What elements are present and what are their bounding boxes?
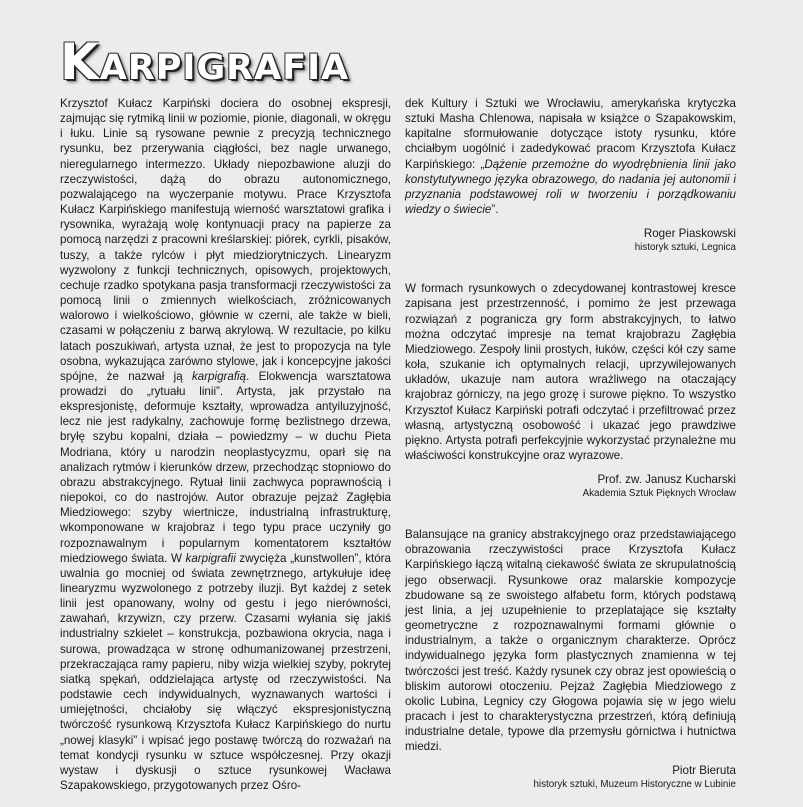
italic-term: karpigrafią bbox=[191, 369, 247, 383]
text-run: ”. bbox=[491, 203, 499, 217]
italic-term: karpigrafii bbox=[185, 551, 236, 565]
italic-quote: Dążenie przemożne do wyodrębnienia linii jako konstytutywnego języka obrazowego, do nadania jej autonomii i przyznania podstawowej roli w tworzeniu i porządkowaniu wiedzy o świecie bbox=[405, 157, 736, 217]
author-role: historyk sztuki, Muzeum Historyczne w Lubinie bbox=[533, 779, 736, 791]
author-role: historyk sztuki, Legnica bbox=[634, 242, 736, 254]
essay-paragraph bbox=[60, 96, 391, 793]
author-role: Akademia Sztuk Pięknych Wrocław bbox=[582, 488, 736, 500]
review-paragraph: W formach rysunkowych o zdecydowanej kontrastowej kresce zapisana jest przestrzenność, i pomimo że jest przewaga rozwiązań z pogranicza gry form abstrakcyjnych, to łatwo można odczytać impresje na temat krajobrazu Zagłębia Miedziowego. Zespoły linii prostych, łuków, części kół czy same koła, szukanie ich optymalnych relacji, uprzywilejowanych układów, ukazuje nam autora wrażliwego na otaczający krajobraz górniczy, na jego grozę i surowe piękno. To wszystko Krzysztof Kułacz Karpiński potrafi odczytać i przefiltrować przez własną, artystyczną osobowość i ukazać jego prawdziwe piękno. Artysta potrafi perfekcyjnie wykorzystać przynależne mu właściwości konstrukcyjne oraz wyrazowe. bbox=[405, 282, 736, 462]
signature-block bbox=[405, 763, 736, 792]
signature-block bbox=[405, 472, 736, 501]
signature-block bbox=[405, 226, 736, 255]
review-paragraph: Balansujące na granicy abstrakcyjnego oraz przedstawiającego obrazowania rzeczywistości prace Krzysztofa Kułacz Karpińskiego łączą witalną ciekawość świata ze skrupulatnością jego obserwacji. Rysunkowe oraz malarskie kompozycje zbudowane są ze swoistego alfabetu form, których podstawą jest linia, a jej uzupełnienie to przeplatające się kształty geometryczne z rozpoznawalnymi formami głównie o industrialnym, a także o organicznym charakterze. Oprócz indywidualnego języka form plastycznych znamienna w tej twórczości jest treść. Każdy rysunek czy obraz jest opowieścią o bliskim autorowi otoczeniu. Pejzaż Zagłębia Miedziowego z okolic Lubina, Legnicy czy Głogowa pojawia się w jego wielu pracach i jest to charakterystyczna przestrzeń, którą definiują industrialne detale, typowe dla przemysłu górnictwa i hutnictwa miedzi. bbox=[405, 528, 736, 754]
text-run: Krzysztof Kułacz Karpiński dociera do osobnej ekspresji, zajmując się rytmiką linii w poziomie, pionie, diagonali, w okręgu i łuku. Linie są rysowane pewnie z precyzją technicznego rysunku, bez przerywania ciągłości, bez nagle urwanego, nieregularnego intermezzo. Układy niepozbawione aluzji do rzeczywistości, dążą do obrazu autonomicznego, pozwalającego na wyczerpanie motywu. Prace Krzysztofa Kułacz Karpińskiego manifestują wierność warsztatowi grafika i rysownika, wyrażają wolę kontynuacji pracy na papierze za pomocą narzędzi z pracowni kreślarskiej: piórek, cyrkli, pisaków, tuszy, a także rylców i płyt miedziorytniczych. Linearyzm wyzwolony z funkcji technicznych, opisowych, projektowych, cechuje rzadko spotykana pasja transformacji rzeczywistości za pomocą linii o zmiennych wielkościach, zróżnicowanych walorowo i wielkościowo, głównie w czerni, ale także w bieli, czasami w połączeniu z barwą akrylową. W rezultacie, po kilku latach poszukiwań, artysta uznał, że jest to propozycja na tyle osobna, wykazująca zarówno stylowe, jak i koncepcyjne jakości spójne, że nazwał ją bbox=[60, 97, 391, 383]
author-name: Prof. zw. Janusz Kucharski bbox=[597, 473, 736, 487]
author-name: Roger Piaskowski bbox=[643, 227, 736, 241]
essay-paragraph-continued bbox=[405, 96, 736, 217]
text-run: . Elokwencja warsztatowa prowadzi do „rytuału linii”. Artysta, jak przystało na ekspresjonistę, deformuje kształty, wprowadza antyiluzyjność, lecz nie jest radykalny, zachowuje formę bezlistnego drzewa, bryłę szybu kopalni, działa – powiedzmy – w duchu Pieta Modriana, który u narodzin neoplastycyzmu, oparł się na analizach rytmów i kierunków drzew, przechodząc stopniowo do obrazu abstrakcyjnego. Rytuał linii zachwyca poprawnością i niepokoi, co do nastrojów. Autor obrazuje pejzaż Zagłębia Miedziowego: szyby wiertnicze, industrialną infrastrukturę, wkomponowane w krajobraz i tego typu prace uczyniły go rozpoznawalnym i popularnym komentatorem kształtów miedziowego świata. W bbox=[60, 369, 391, 565]
page-title: Karpigrafia bbox=[60, 33, 350, 91]
text-run: dek Kultury i Sztuki we Wrocławiu, amerykańska krytyczka sztuki Masha Chlenowa, napisała w książce o Szapakowskim, kapitalne sformułowanie dotyczące istoty rysunku, które chciałbym uogólnić i zadedykować pracom Krzysztofa Kułacz Karpińskiego: „ bbox=[405, 97, 736, 171]
author-name: Piotr Bieruta bbox=[672, 764, 736, 778]
right-column bbox=[405, 96, 736, 792]
text-run: zwycięża „kunstwollen”, która uwalnia go mocniej od świata zewnętrznego, artykułuje ideę linearyzmu wyzwolonego z potrzeby iluzji. Byt każdej z setek linii jest opanowany, wolny od gestu i jego nierówności, zawahań, krzywizn, czy przerw. Czasami wyłania się jakiś industrialny szkielet – konstrukcja, pozbawiona okrycia, naga i surowa, prowadząca w stronę odhumanizowanej przestrzeni, przekraczająca ramy papieru, niby wizja wielkiej szyby, pokrytej siatką spękań, oddzielająca artystę od rzeczywistości. Na podstawie cech indywidualnych, wyznawanych wartości i umiejętności, chciałoby się włączyć ekspresjonistyczną twórczość rysunkową Krzysztofa Kułacz Karpińskiego do nurtu „nowej klasyki” i wpisać jego postawę twórczą do rozważań na temat kondycji rysunku w sztuce współczesnej. Przy okazji wystaw i dyskusji o sztuce rysunkowej Wacława Szapakowskiego, przygotowanych przez Ośro- bbox=[60, 551, 391, 793]
left-column bbox=[60, 96, 391, 793]
